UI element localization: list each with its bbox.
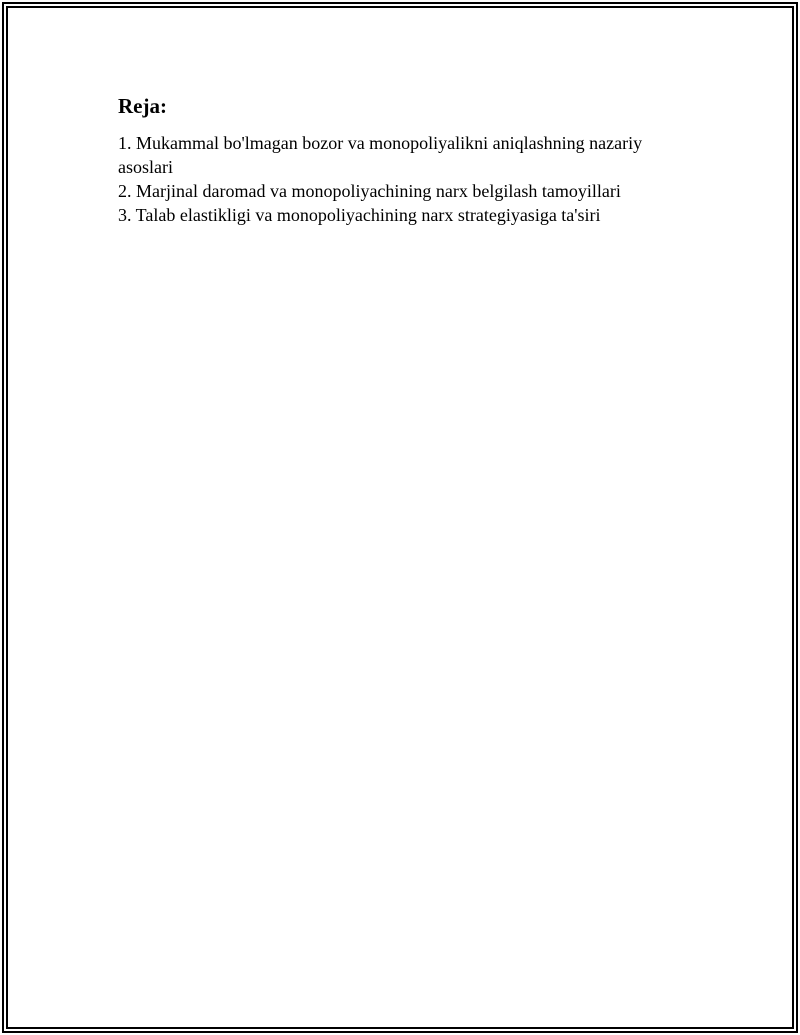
plan-list bbox=[118, 131, 678, 227]
document-body bbox=[118, 93, 678, 227]
plan-item-2: 2. Marjinal daromad va monopoliyachining narx belgilash tamoyillari bbox=[118, 181, 621, 201]
plan-item-3: 3. Talab elastikligi va monopoliyachining narx strategiyasiga ta'siri bbox=[118, 205, 601, 225]
plan-item-1: 1. Mukammal bo'lmagan bozor va monopoliyalikni aniqlashning nazariy asoslari bbox=[118, 133, 643, 177]
plan-heading: Reja: bbox=[118, 94, 167, 118]
